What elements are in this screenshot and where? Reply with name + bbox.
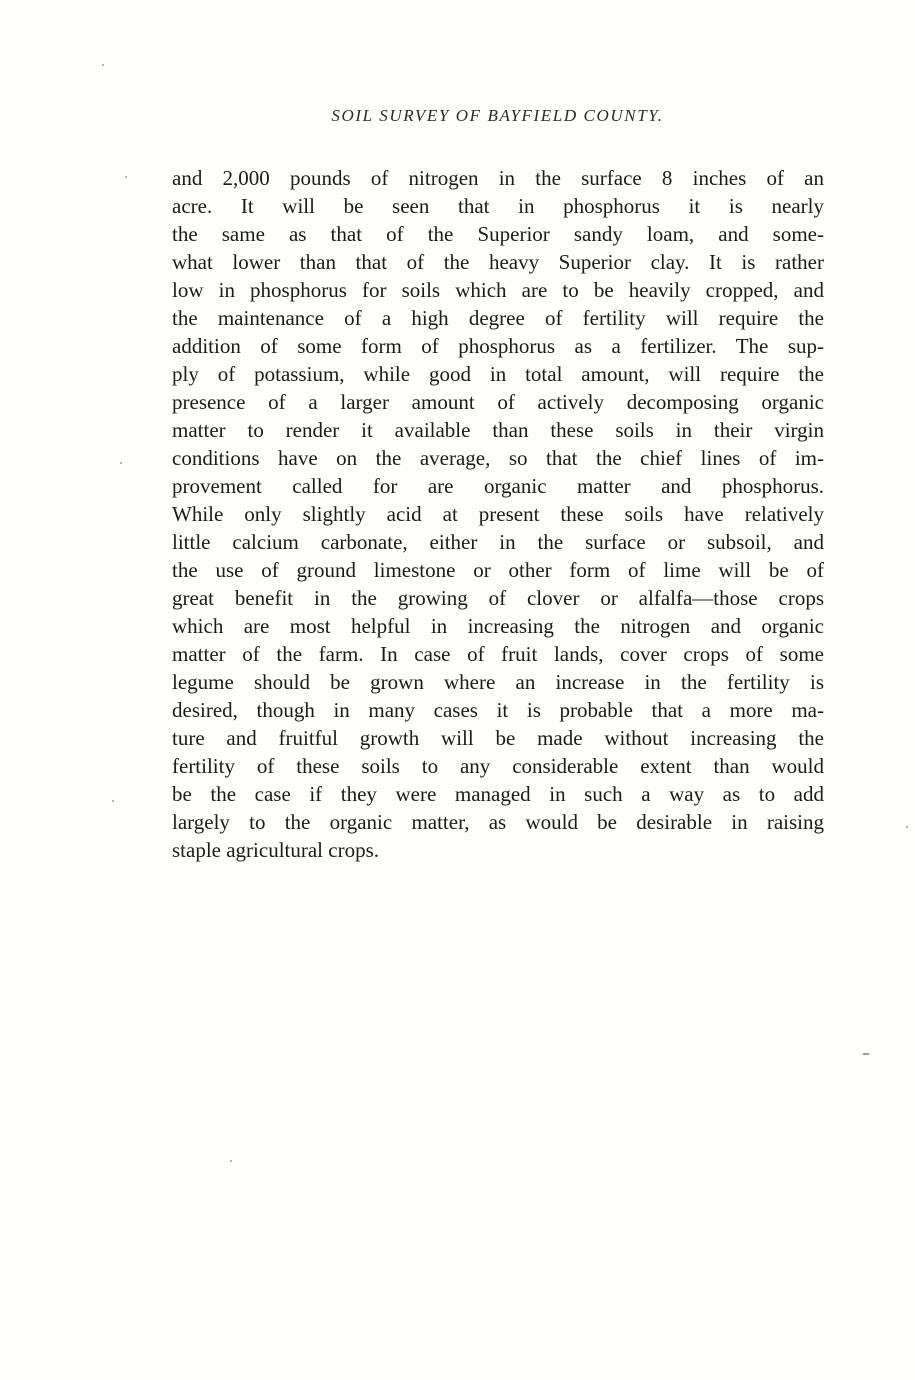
text-line: conditions have on the average, so that the chief lines of im- <box>172 446 824 470</box>
text-line: presence of a larger amount of actively decomposing organic <box>172 390 824 414</box>
scan-speck <box>862 1053 870 1055</box>
scan-speck <box>102 64 104 66</box>
text-line: the same as that of the Superior sandy loam, and some- <box>172 222 824 246</box>
text-line: desired, though in many cases it is probable that a more ma- <box>172 698 824 722</box>
text-line: matter of the farm. In case of fruit lands, cover crops of some <box>172 642 824 666</box>
text-line: and 2,000 pounds of nitrogen in the surface 8 inches of an <box>172 166 824 190</box>
text-line: the use of ground limestone or other form of lime will be of <box>172 558 824 582</box>
body-paragraph <box>172 164 824 864</box>
scan-speck <box>906 826 908 828</box>
text-line: largely to the organic matter, as would be desirable in raising <box>172 810 824 834</box>
text-line: great benefit in the growing of clover or alfalfa—those crops <box>172 586 824 610</box>
text-line: fertility of these soils to any considerable extent than would <box>172 754 824 778</box>
text-line: be the case if they were managed in such a way as to add <box>172 782 824 806</box>
text-line: acre. It will be seen that in phosphorus it is nearly <box>172 194 824 218</box>
text-line: staple agricultural crops. <box>172 838 380 862</box>
running-head: SOIL SURVEY OF BAYFIELD COUNTY. <box>331 106 664 125</box>
text-line: ture and fruitful growth will be made without increasing the <box>172 726 824 750</box>
text-line: what lower than that of the heavy Superior clay. It is rather <box>172 250 824 274</box>
scan-speck <box>120 462 122 464</box>
text-line: low in phosphorus for soils which are to be heavily cropped, and <box>172 278 824 302</box>
text-line: While only slightly acid at present these soils have relatively <box>172 502 824 526</box>
text-line: which are most helpful in increasing the nitrogen and organic <box>172 614 824 638</box>
scan-speck <box>112 800 114 802</box>
scan-speck <box>125 176 127 178</box>
text-line: addition of some form of phosphorus as a fertilizer. The sup- <box>172 334 824 358</box>
text-line: provement called for are organic matter and phosphorus. <box>172 474 824 498</box>
scan-speck <box>230 1160 232 1162</box>
text-line: matter to render it available than these soils in their virgin <box>172 418 824 442</box>
text-line: little calcium carbonate, either in the surface or subsoil, and <box>172 530 824 554</box>
text-line: ply of potassium, while good in total amount, will require the <box>172 362 824 386</box>
text-line: the maintenance of a high degree of fertility will require the <box>172 306 824 330</box>
text-line: legume should be grown where an increase in the fertility is <box>172 670 824 694</box>
